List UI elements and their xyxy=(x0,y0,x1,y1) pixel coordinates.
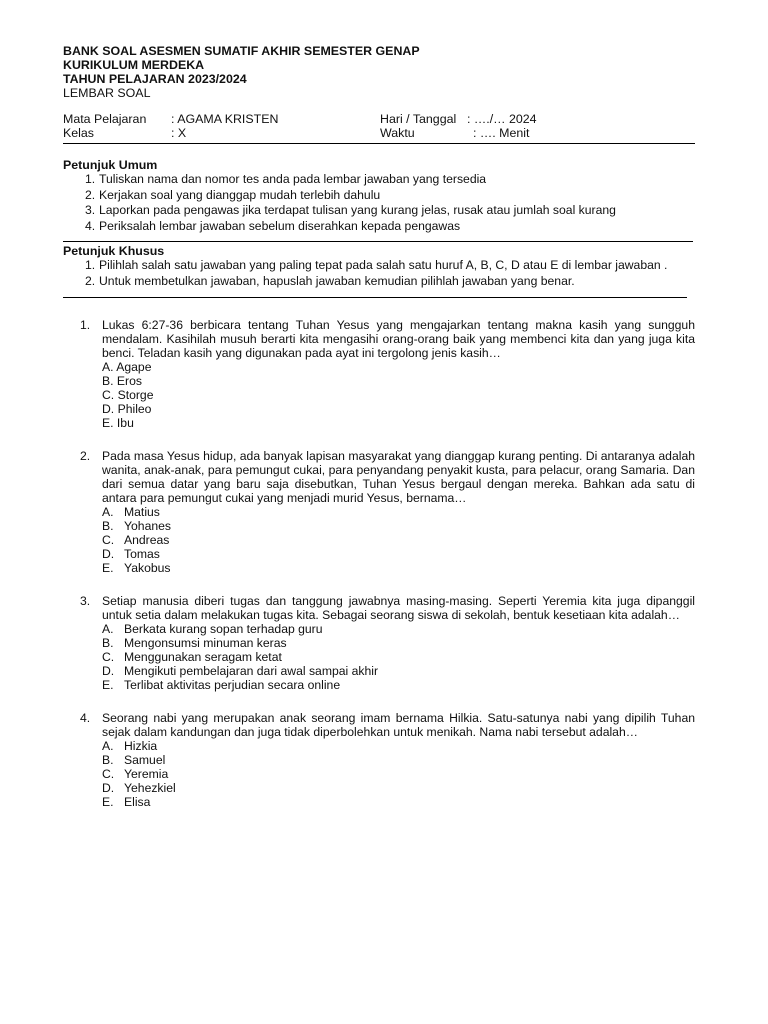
question-text: Lukas 6:27-36 berbicara tentang Tuhan Yesus yang mengajarkan tentang makna kasih yang sungguh mendalam. Kasihilah musuh berarti kita mengasihi orang-orang baik yang membenci kita dan yang juga kita benci. Teladan kasih yang digunakan pada ayat ini tergolong jenis kasih… xyxy=(102,318,695,360)
instruction-number: 4. xyxy=(85,218,96,233)
option-letter: A. xyxy=(102,505,114,519)
general-instructions-list xyxy=(63,172,695,234)
option-text: Hizkia xyxy=(124,739,158,753)
option-text: Samuel xyxy=(124,753,166,767)
option-letter: A. xyxy=(102,360,114,374)
option-text: Elisa xyxy=(124,795,151,809)
answer-options xyxy=(102,505,695,575)
option-text: Menggunakan seragam ketat xyxy=(124,650,282,664)
option-text: Tomas xyxy=(124,547,160,561)
answer-option xyxy=(102,388,695,402)
instruction-item xyxy=(63,258,695,274)
answer-option xyxy=(102,519,695,533)
instruction-text: Tuliskan nama dan nomor tes anda pada lembar jawaban yang tersedia xyxy=(99,172,487,186)
answer-option xyxy=(102,622,695,636)
option-letter: A. xyxy=(102,622,114,636)
instruction-number: 1. xyxy=(85,172,96,186)
time-value: : …. Menit xyxy=(473,126,530,140)
answer-option xyxy=(102,739,695,753)
instruction-number: 3. xyxy=(85,203,96,217)
option-text: Ibu xyxy=(116,416,134,430)
general-instructions xyxy=(63,158,695,234)
option-text: Yohanes xyxy=(124,519,171,533)
header-curriculum: KURIKULUM MERDEKA xyxy=(63,58,205,72)
answer-option xyxy=(102,533,695,547)
option-text: Berkata kurang sopan terhadap guru xyxy=(124,622,323,636)
instruction-number: 1. xyxy=(85,258,96,272)
question xyxy=(63,711,695,809)
instruction-text: Laporkan pada pengawas jika terdapat tulisan yang kurang jelas, rusak atau jumlah soal kurang xyxy=(99,203,616,217)
option-text: Storge xyxy=(117,388,154,402)
special-instructions-title: Petunjuk Khusus xyxy=(63,244,165,258)
option-text: Phileo xyxy=(117,402,152,416)
date-value: : …./… 2024 xyxy=(467,112,537,126)
time-label: Waktu xyxy=(380,126,415,140)
option-letter: A. xyxy=(102,739,114,753)
option-letter: E. xyxy=(102,561,114,575)
question-number: 2. xyxy=(80,449,91,463)
option-letter: E. xyxy=(102,416,114,430)
instruction-text: Untuk membetulkan jawaban, hapuslah jawaban kemudian pilihlah jawaban yang benar. xyxy=(99,273,575,288)
subject-label: Mata Pelajaran xyxy=(63,112,147,126)
instructions-divider xyxy=(63,241,693,242)
answer-option xyxy=(102,374,695,388)
answer-option xyxy=(102,402,695,416)
question-text: Pada masa Yesus hidup, ada banyak lapisan masyarakat yang dianggap kurang penting. Di antaranya adalah wanita, anak-anak, para pemungut cukai, para penyandang penyakit kusta, para pelacur, orang Samaria. Dan dari semua datar yang baru saja disebutkan, Tuhan Yesus bergaul dengan mereka. Bahkan ada satu di antara para pemungut cukai yang menjadi murid Yesus, bernama… xyxy=(102,449,695,505)
exam-info xyxy=(63,112,695,142)
answer-option xyxy=(102,753,695,767)
option-text: Mengikuti pembelajaran dari awal sampai akhir xyxy=(124,664,379,678)
option-text: Mengonsumsi minuman keras xyxy=(124,636,287,650)
option-letter: C. xyxy=(102,388,115,402)
answer-option xyxy=(102,547,695,561)
question xyxy=(63,449,695,575)
option-text: Eros xyxy=(116,374,142,388)
option-letter: D. xyxy=(102,781,115,795)
answer-option xyxy=(102,505,695,519)
option-text: Yeremia xyxy=(124,767,169,781)
answer-option xyxy=(102,636,695,650)
option-text: Terlibat aktivitas perjudian secara online xyxy=(124,678,341,692)
option-letter: E. xyxy=(102,678,114,692)
question-text: Setiap manusia diberi tugas dan tanggung jawabnya masing-masing. Seperti Yeremia kita juga dipanggil untuk setia dalam melakukan tugas kita. Sebagai seorang siswa di sekolah, bentuk kesetiaan kita adalah… xyxy=(102,594,695,622)
answer-option xyxy=(102,781,695,795)
option-letter: D. xyxy=(102,664,115,678)
answer-option xyxy=(102,650,695,664)
option-letter: B. xyxy=(102,753,114,767)
question xyxy=(63,594,695,692)
option-letter: B. xyxy=(102,374,114,388)
header-academic-year: TAHUN PELAJARAN 2023/2024 xyxy=(63,72,247,86)
answer-options xyxy=(102,739,695,809)
header-sheet-label: LEMBAR SOAL xyxy=(63,86,151,100)
answer-option xyxy=(102,678,695,692)
option-text: Yakobus xyxy=(124,561,171,575)
questions-divider xyxy=(63,297,687,298)
class-value: : X xyxy=(171,126,187,140)
answer-options xyxy=(102,622,695,692)
option-letter: C. xyxy=(102,767,115,781)
instruction-item xyxy=(63,274,695,290)
class-label: Kelas xyxy=(63,126,94,140)
question-number: 3. xyxy=(80,594,91,608)
option-letter: D. xyxy=(102,547,115,561)
option-letter: D. xyxy=(102,402,115,416)
option-text: Yehezkiel xyxy=(124,781,176,795)
header-title: BANK SOAL ASESMEN SUMATIF AKHIR SEMESTER GENAP xyxy=(63,44,420,58)
special-instructions xyxy=(63,244,695,289)
answer-option xyxy=(102,416,695,430)
answer-option xyxy=(102,561,695,575)
question-number: 1. xyxy=(80,318,91,332)
special-instructions-list xyxy=(63,258,695,289)
question xyxy=(63,318,695,430)
answer-options xyxy=(102,360,695,430)
option-letter: B. xyxy=(102,636,114,650)
instruction-text: Periksalah lembar jawaban sebelum diserahkan kepada pengawas xyxy=(99,218,461,233)
option-letter: B. xyxy=(102,519,114,533)
date-label: Hari / Tanggal xyxy=(380,112,457,126)
answer-option xyxy=(102,360,695,374)
header-divider xyxy=(63,143,695,144)
instruction-item xyxy=(63,203,695,219)
option-text: Matius xyxy=(124,505,160,519)
instruction-number: 2. xyxy=(85,273,96,288)
instruction-item xyxy=(63,188,695,204)
instruction-number: 2. xyxy=(85,187,96,202)
answer-option xyxy=(102,664,695,678)
question-list xyxy=(63,318,695,809)
option-letter: C. xyxy=(102,533,115,547)
general-instructions-title: Petunjuk Umum xyxy=(63,158,158,172)
option-text: Agape xyxy=(116,360,152,374)
instruction-text: Kerjakan soal yang dianggap mudah terlebih dahulu xyxy=(99,187,381,202)
question-number: 4. xyxy=(80,711,91,725)
answer-option xyxy=(102,795,695,809)
option-letter: C. xyxy=(102,650,115,664)
subject-value: : AGAMA KRISTEN xyxy=(171,112,279,126)
instruction-item xyxy=(63,219,695,235)
instruction-item xyxy=(63,172,695,188)
option-text: Andreas xyxy=(124,533,170,547)
document-header xyxy=(63,44,695,100)
instruction-text: Pilihlah salah satu jawaban yang paling tepat pada salah satu huruf A, B, C, D atau E di lembar jawaban . xyxy=(99,258,668,272)
option-letter: E. xyxy=(102,795,114,809)
question-text: Seorang nabi yang merupakan anak seorang imam bernama Hilkia. Satu-satunya nabi yang dipilih Tuhan sejak dalam kandungan dan juga tidak diperbolehkan untuk menikah. Nama nabi tersebut adalah… xyxy=(102,711,695,739)
answer-option xyxy=(102,767,695,781)
exam-sheet xyxy=(63,44,695,809)
